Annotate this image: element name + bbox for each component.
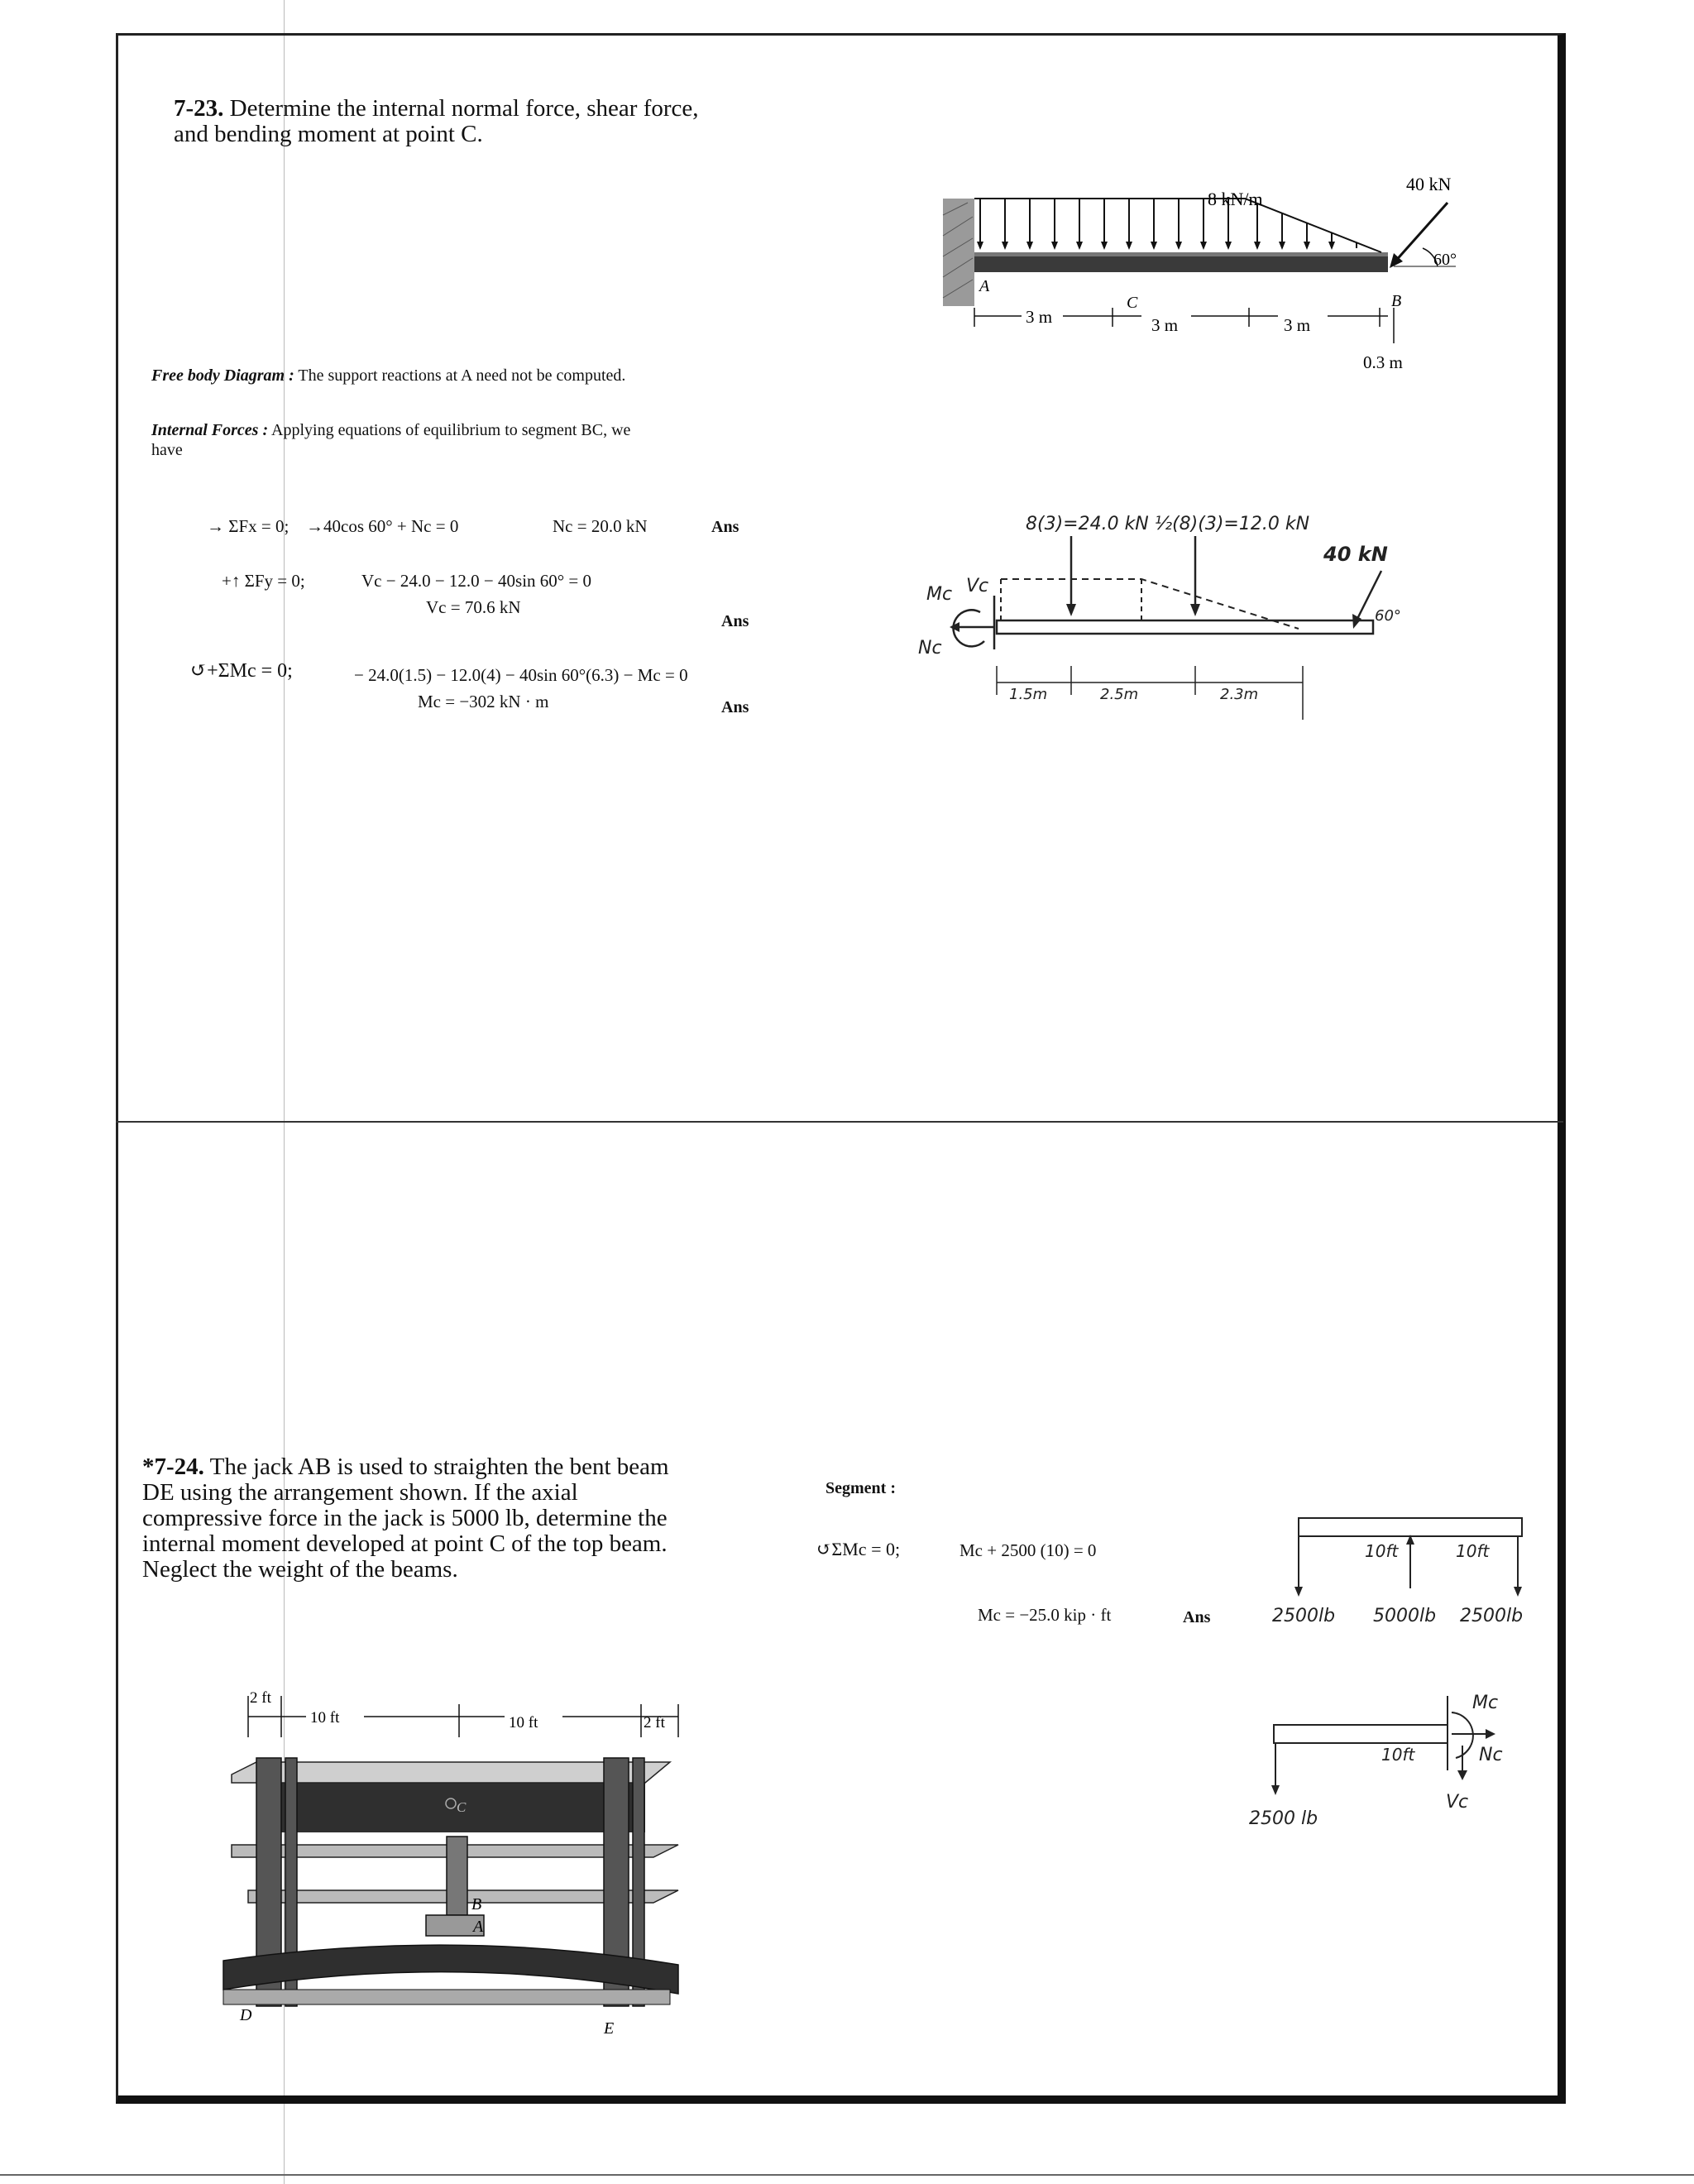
problem-724-statement <box>142 1454 771 1583</box>
fbd-text: The support reactions at A need not be computed. <box>298 366 626 385</box>
equation-label: → ΣFx = 0; <box>207 516 290 536</box>
statement-line: The jack AB is used to straighten the bent beam <box>209 1454 669 1480</box>
dimension-label: 2 ft <box>644 1714 665 1731</box>
hand-dim: 10ft <box>1381 1745 1415 1765</box>
equation-body: − 24.0(1.5) − 12.0(4) − 40sin 60°(6.3) − Mc = 0 <box>354 665 688 685</box>
dimension-label: 10 ft <box>310 1709 340 1727</box>
point-b-label: B <box>471 1895 482 1913</box>
equation-body: →40cos 60° + Nc = 0 <box>306 516 459 536</box>
angle-label: 60° <box>1433 251 1457 269</box>
ans-label: Ans <box>711 518 739 536</box>
force-label: 40 kN <box>1406 174 1452 194</box>
ans-label: Ans <box>721 612 749 630</box>
hand-dim: 10ft <box>1456 1541 1490 1561</box>
hand-force: 2500 lb <box>1249 1808 1318 1829</box>
dimension-label: 3 m <box>1284 315 1311 335</box>
equation-result: Mc = −25.0 kip · ft <box>978 1605 1112 1625</box>
hand-force: 2500lb <box>1272 1606 1336 1626</box>
jack <box>447 1837 467 1915</box>
hand-fbd-723 <box>902 496 1401 736</box>
dimension-label: 2 ft <box>250 1689 271 1707</box>
statement-line: Determine the internal normal force, shear force, <box>229 95 699 122</box>
point-e-label: E <box>604 2019 615 2038</box>
equation-result: Mc = −302 kN · m <box>418 692 549 711</box>
point-b-label: B <box>1391 292 1402 310</box>
problem-number: 7-23. <box>174 95 224 122</box>
equation-label: ↺ΣMc = 0; <box>816 1539 901 1559</box>
ans-label: Ans <box>1183 1608 1211 1626</box>
hand-segment-sketch-724 <box>1224 1679 1505 1845</box>
point-c-label: C <box>1127 294 1138 312</box>
load-arrows <box>980 199 1357 248</box>
hand-beam-sketch-724 <box>1257 1506 1530 1655</box>
hand-force: 2500lb <box>1460 1606 1524 1626</box>
problem-723-statement <box>174 96 699 147</box>
hand-mc: Mc <box>1472 1693 1499 1713</box>
beam-figure-723 <box>943 165 1472 381</box>
hand-loads-note: 8(3)=24.0 kN ½(8)(3)=12.0 kN <box>1026 514 1310 534</box>
hand-nc: Nc <box>918 638 942 659</box>
equation-result: Vc = 70.6 kN <box>426 597 521 617</box>
statement-line: and bending moment at point C. <box>174 121 483 147</box>
statement-line: internal moment developed at point C of the top beam. <box>142 1530 668 1557</box>
point-a-label: A <box>979 277 990 295</box>
hand-dim: 10ft <box>1365 1541 1399 1561</box>
internal-text: have <box>151 441 183 459</box>
hand-beam <box>997 620 1373 634</box>
dimension-label: 0.3 m <box>1363 352 1403 372</box>
dimension-label: 3 m <box>1026 307 1053 327</box>
hand-angle: 60° <box>1375 607 1401 625</box>
equation-body: Mc + 2500 (10) = 0 <box>959 1540 1097 1560</box>
point-a-label: A <box>473 1918 484 1936</box>
equation-body: Vc − 24.0 − 12.0 − 40sin 60° = 0 <box>361 571 592 591</box>
point-d-label: D <box>240 2006 252 2024</box>
equation-label: ↺+ΣMc = 0; <box>190 660 293 682</box>
statement-line: Neglect the weight of the beams. <box>142 1556 458 1583</box>
equation-result: Nc = 20.0 kN <box>553 516 648 536</box>
statement-line: DE using the arrangement shown. If the axial <box>142 1479 578 1506</box>
ans-label: Ans <box>721 698 749 716</box>
section-divider <box>116 1121 1563 1123</box>
jack-figure-724 <box>215 1679 695 2038</box>
load-label: 8 kN/m <box>1208 189 1263 209</box>
fbd-paragraph <box>151 366 625 386</box>
hand-nc: Nc <box>1479 1745 1503 1765</box>
statement-line: compressive force in the jack is 5000 lb, determine the <box>142 1505 668 1531</box>
hand-force: 5000lb <box>1373 1606 1437 1626</box>
hand-vc: Vc <box>1446 1792 1469 1813</box>
internal-heading: Internal Forces : <box>151 421 269 439</box>
dimension-label: 3 m <box>1151 315 1179 335</box>
hand-dim: 1.5m <box>1009 686 1048 703</box>
hand-mc: Mc <box>926 584 953 605</box>
internal-forces-paragraph <box>151 420 780 460</box>
hand-force: 40 kN <box>1323 543 1388 566</box>
hand-dim: 2.5m <box>1100 686 1139 703</box>
equation-label: +↑ ΣFy = 0; <box>222 571 305 591</box>
hand-dim: 2.3m <box>1220 686 1259 703</box>
top-beam <box>256 1783 645 1832</box>
problem-number: *7-24. <box>142 1454 204 1480</box>
hand-vc: Vc <box>966 576 989 596</box>
fbd-heading: Free body Diagram : <box>151 366 294 385</box>
dimension-label: 10 ft <box>509 1714 538 1731</box>
point-c-label: C <box>457 1799 467 1815</box>
internal-text: Applying equations of equilibrium to segment BC, we <box>271 421 631 439</box>
scan-bottom-edge <box>0 2174 1694 2176</box>
fixed-wall <box>943 199 974 306</box>
segment-label: Segment : <box>825 1479 896 1497</box>
